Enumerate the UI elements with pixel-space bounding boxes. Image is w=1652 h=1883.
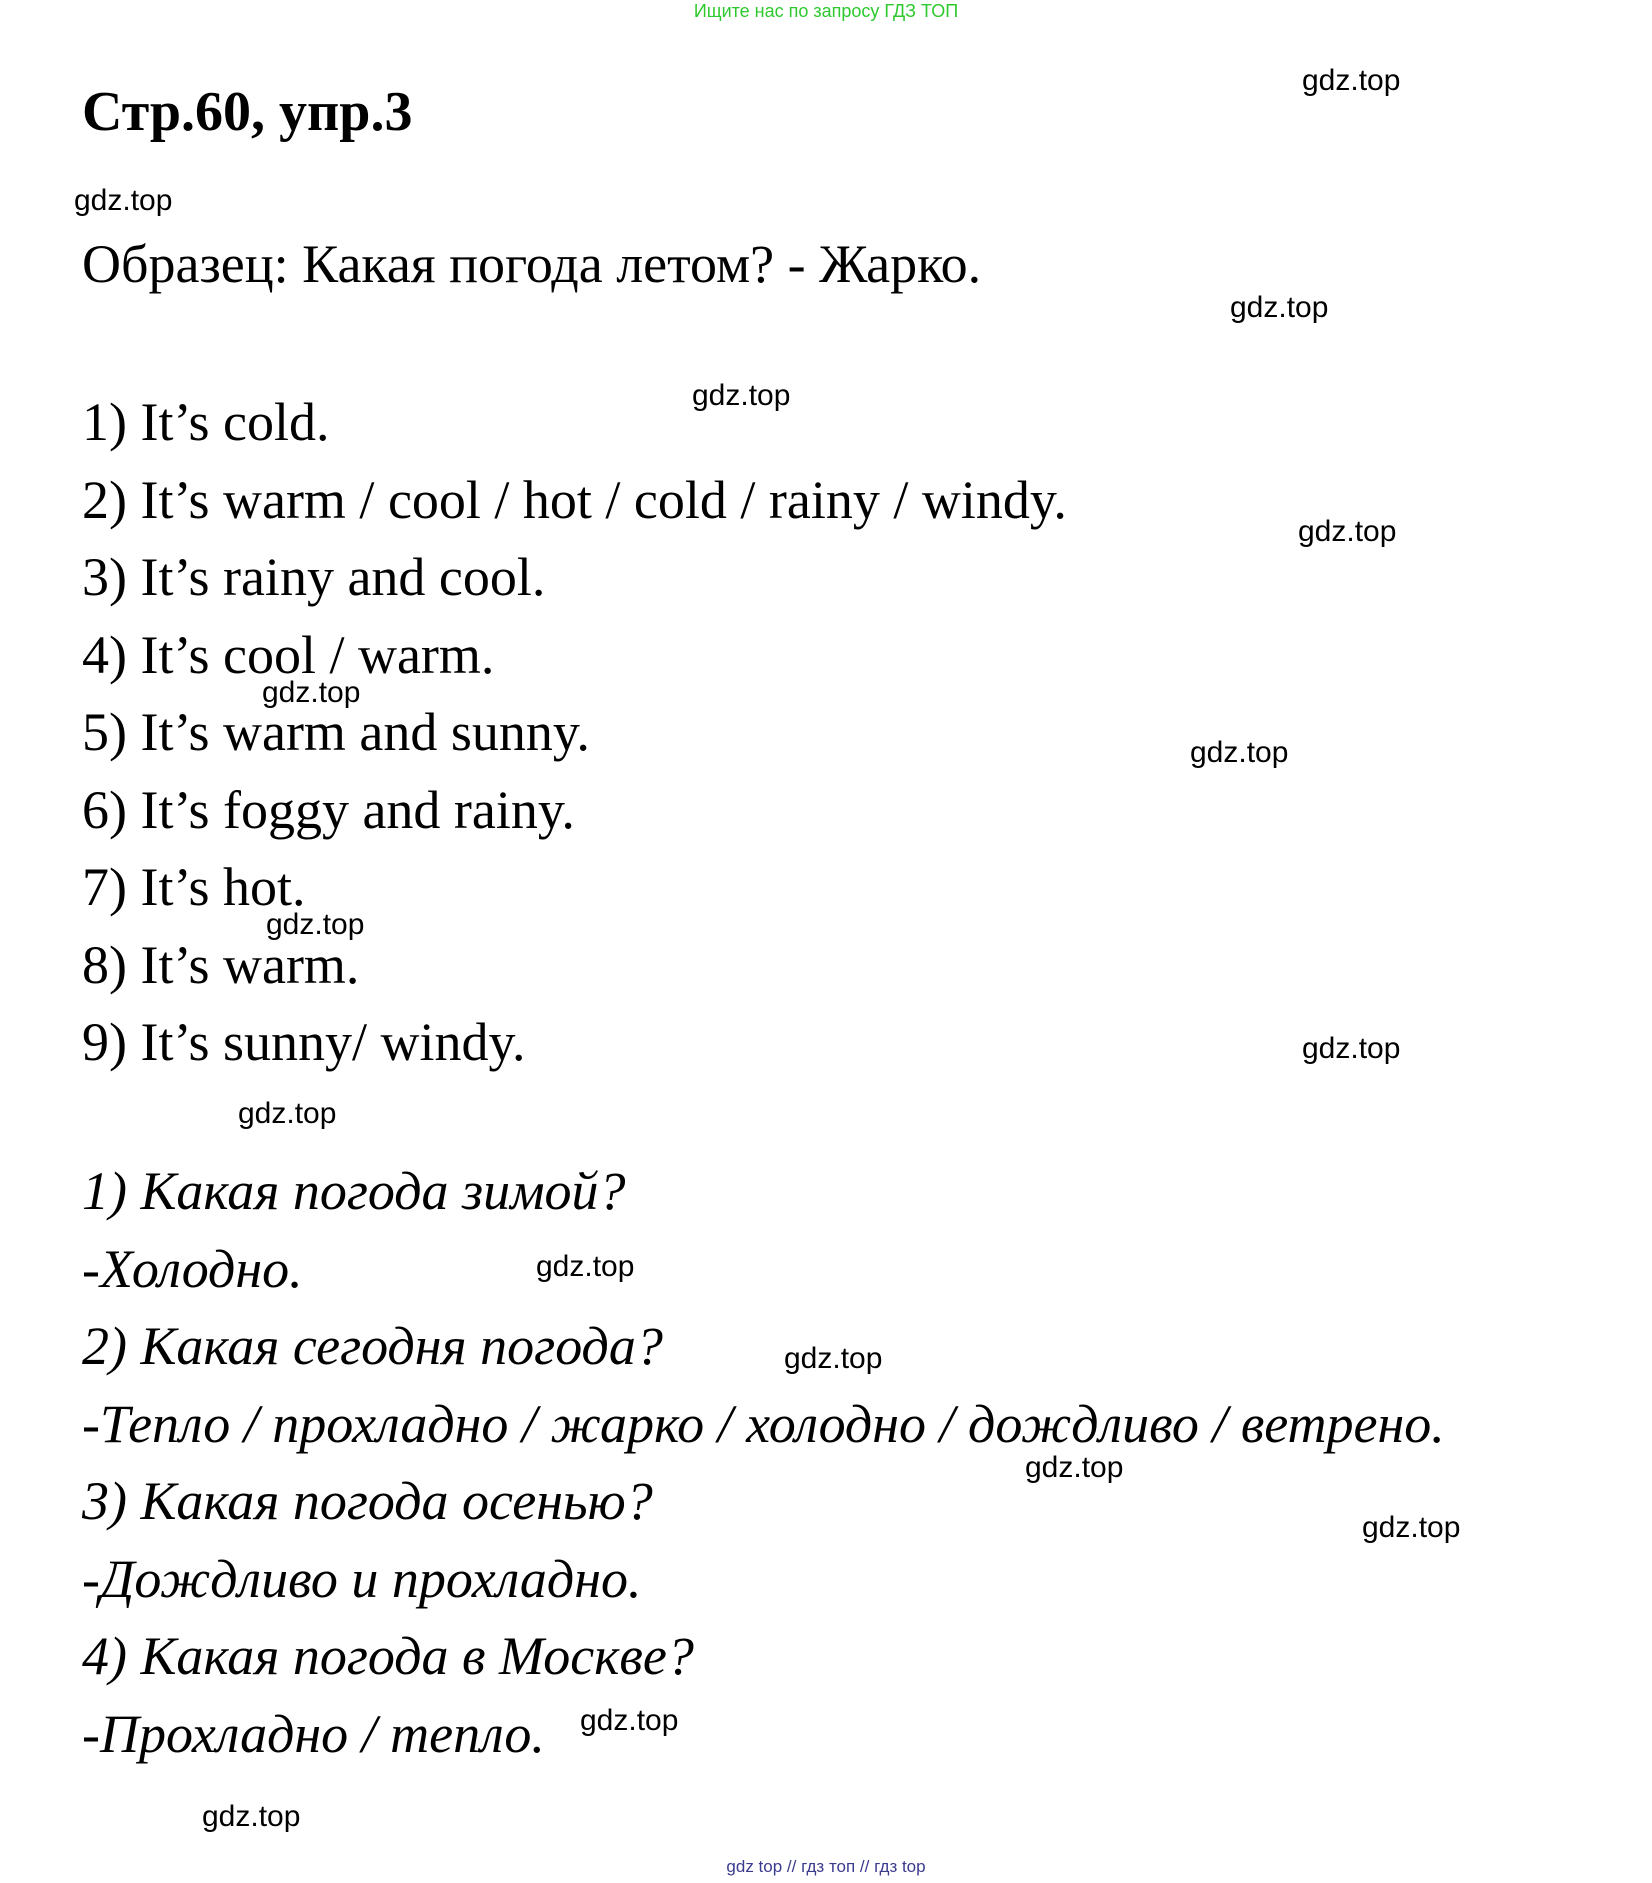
translation-item: 4) Какая погода в Москве? — [82, 1626, 694, 1686]
watermark: gdz.top — [1298, 515, 1397, 548]
watermark: gdz.top — [266, 908, 365, 941]
answer-item: 5) It’s warm and sunny. — [82, 702, 590, 762]
watermark: gdz.top — [1362, 1511, 1461, 1544]
answer-item: 3) It’s rainy and cool. — [82, 547, 546, 607]
watermark: gdz.top — [238, 1097, 337, 1130]
translation-item: 2) Какая сегодня погода? — [82, 1316, 663, 1376]
example-line: Образец: Какая погода летом? - Жарко. — [82, 234, 982, 294]
translation-item: -Холодно. — [82, 1238, 303, 1299]
watermark: gdz.top — [1190, 736, 1289, 769]
footer-links[interactable]: gdz top // гдз топ // гдз top — [726, 1857, 926, 1876]
watermark: gdz.top — [74, 184, 173, 217]
page-title: Стр.60, упр.3 — [82, 81, 413, 143]
watermark: gdz.top — [262, 676, 361, 709]
answer-item: 1) It’s cold. — [82, 392, 330, 452]
answer-item: 8) It’s warm. — [82, 934, 360, 995]
watermark: gdz.top — [580, 1704, 679, 1737]
watermark: gdz.top — [784, 1342, 883, 1375]
english-answers-list — [82, 384, 1067, 1082]
answer-item: 4) It’s cool / warm. — [82, 624, 495, 685]
watermark: gdz.top — [692, 379, 791, 412]
watermark: gdz.top — [202, 1800, 301, 1833]
answer-item: 2) It’s warm / cool / hot / cold / rainy / windy. — [82, 469, 1067, 530]
answer-item: 9) It’s sunny/ windy. — [82, 1012, 526, 1072]
translation-item: 1) Какая погода зимой? — [82, 1161, 626, 1221]
russian-translations-list — [82, 1153, 1445, 1773]
watermark: gdz.top — [1230, 291, 1329, 324]
translation-item: -Дождливо и прохладно. — [82, 1548, 642, 1609]
watermark: gdz.top — [1302, 64, 1401, 97]
watermark: gdz.top — [1025, 1451, 1124, 1484]
answer-item: 7) It’s hot. — [82, 857, 306, 917]
translation-item: -Прохладно / тепло. — [82, 1703, 545, 1764]
answer-item: 6) It’s foggy and rainy. — [82, 779, 575, 840]
translation-item: -Тепло / прохладно / жарко / холодно / дождливо / ветрено. — [82, 1393, 1445, 1454]
watermark: gdz.top — [1302, 1032, 1401, 1065]
translation-item: 3) Какая погода осенью? — [82, 1471, 653, 1531]
top-banner[interactable]: Ищите нас по запросу ГДЗ ТОП — [693, 1, 959, 21]
watermark: gdz.top — [536, 1250, 635, 1283]
